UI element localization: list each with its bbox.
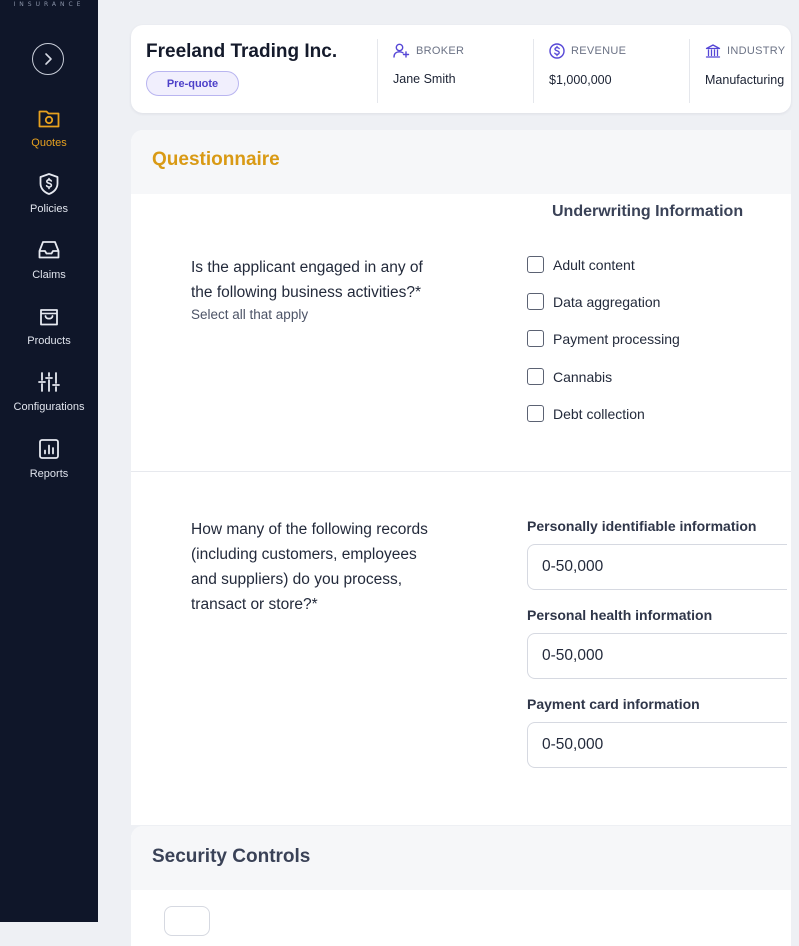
sidebar-item-label: Policies — [30, 203, 68, 215]
industry-info — [689, 39, 799, 103]
revenue-value: $1,000,000 — [549, 73, 612, 87]
select-phi-records[interactable]: 0-50,000 — [527, 633, 787, 679]
checkbox-cannabis[interactable] — [527, 368, 612, 385]
sidebar-item-policies[interactable] — [0, 172, 98, 215]
checkbox-payment-processing[interactable] — [527, 330, 680, 347]
select-payment-card-records[interactable]: 0-50,000 — [527, 722, 787, 768]
brand-logo-text: INSURANCE — [13, 1, 85, 8]
revenue-label: REVENUE — [571, 45, 627, 57]
sidebar-item-configurations[interactable] — [0, 370, 98, 413]
security-controls-button[interactable] — [164, 906, 210, 936]
broker-label: BROKER — [416, 44, 465, 57]
field-label-payment-card: Payment card information — [527, 696, 700, 712]
company-name: Freeland Trading Inc. — [146, 41, 338, 62]
expand-sidebar-button[interactable] — [32, 43, 64, 75]
chevron-right-icon — [41, 52, 55, 66]
folder-icon — [37, 106, 61, 130]
question-text-line: and suppliers) do you process, — [191, 571, 403, 588]
security-controls-card — [131, 826, 791, 946]
dollar-circle-icon — [549, 43, 565, 59]
select-pii-records[interactable]: 0-50,000 — [527, 544, 787, 590]
question-text-line: (including customers, employees — [191, 546, 417, 563]
account-header — [131, 25, 791, 113]
security-controls-header — [131, 826, 791, 890]
checkbox-box[interactable] — [527, 368, 544, 385]
sidebar-item-claims[interactable] — [0, 238, 98, 281]
field-label-pii: Personally identifiable information — [527, 518, 757, 534]
checkbox-data-aggregation[interactable] — [527, 293, 660, 310]
inbox-icon — [37, 238, 61, 262]
checkbox-debt-collection[interactable] — [527, 405, 645, 422]
checkbox-box[interactable] — [527, 330, 544, 347]
checkbox-label: Debt collection — [553, 405, 645, 422]
bar-chart-icon — [37, 437, 61, 461]
divider — [131, 471, 791, 472]
section-heading: Underwriting Information — [552, 203, 744, 220]
question-text-line: Is the applicant engaged in any of — [191, 259, 423, 276]
checkbox-box[interactable] — [527, 405, 544, 422]
user-plus-icon — [393, 43, 410, 58]
checkbox-box[interactable] — [527, 293, 544, 310]
field-label-phi: Personal health information — [527, 607, 713, 623]
sliders-icon — [37, 370, 61, 394]
sidebar-item-label: Configurations — [13, 401, 85, 413]
sidebar — [0, 0, 98, 922]
checkbox-label: Cannabis — [553, 368, 613, 385]
sidebar-item-label: Quotes — [31, 137, 67, 149]
question-business-activities — [191, 255, 423, 325]
sidebar-item-reports[interactable] — [0, 437, 98, 480]
checkbox-label: Adult content — [553, 256, 635, 273]
broker-info — [377, 39, 533, 103]
sidebar-item-products[interactable] — [0, 304, 98, 347]
sidebar-item-label: Products — [27, 335, 71, 347]
question-text-line: transact or store?* — [191, 596, 318, 613]
broker-value: Jane Smith — [393, 72, 456, 86]
revenue-info — [533, 39, 689, 103]
security-controls-title: Security Controls — [152, 846, 311, 867]
industry-label: INDUSTRY — [727, 45, 786, 57]
question-hint: Select all that apply — [191, 307, 309, 322]
bank-building-icon — [705, 43, 721, 59]
checkbox-adult-content[interactable] — [527, 256, 635, 273]
questionnaire-title: Questionnaire — [152, 149, 280, 170]
status-badge: Pre-quote — [146, 71, 239, 96]
shield-dollar-icon — [37, 172, 61, 196]
questionnaire-card — [131, 130, 791, 825]
sidebar-item-quotes[interactable] — [0, 106, 98, 149]
question-text-line: How many of the following records — [191, 521, 428, 538]
sidebar-item-label: Claims — [32, 269, 66, 281]
sidebar-item-label: Reports — [29, 468, 69, 480]
shopping-bag-icon — [37, 304, 61, 328]
question-records-count — [191, 517, 428, 617]
questionnaire-header — [131, 130, 791, 194]
question-text-line: the following business activities?* — [191, 284, 422, 301]
industry-value: Manufacturing — [705, 73, 785, 87]
checkbox-label: Payment processing — [553, 330, 680, 347]
checkbox-box[interactable] — [527, 256, 544, 273]
checkbox-label: Data aggregation — [553, 293, 661, 310]
